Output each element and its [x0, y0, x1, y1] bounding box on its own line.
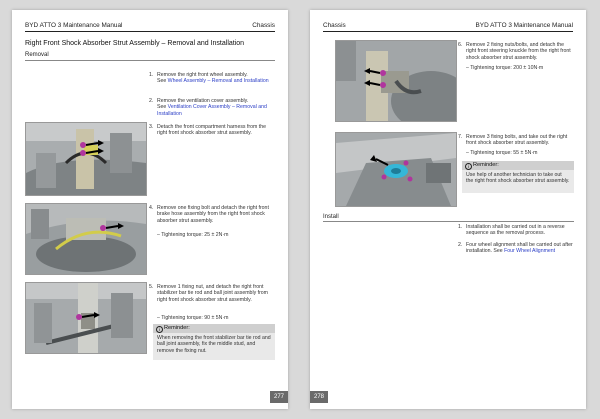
- section-rule: [323, 221, 574, 222]
- section-rule: [25, 60, 275, 61]
- link-ventilation-cover[interactable]: Ventilation Cover Assembly – Removal and Installation: [157, 104, 267, 117]
- link-four-wheel-alignment[interactable]: Four Wheel Alignment: [504, 248, 556, 255]
- step-1: 1. Remove the right front wheel assembly. See Wheel Assembly – Removal and Installation: [149, 72, 269, 85]
- page-278: [310, 10, 586, 409]
- info-icon: i: [465, 163, 472, 170]
- reminder-box-left: [153, 324, 275, 360]
- page-277: [12, 10, 288, 409]
- step-3: 3. Detach the front compartment harness from the right front shock absorber strut assembly.: [149, 124, 266, 137]
- reminder-text: Use help of another technician to take out the right front shock absorber strut assembly.: [466, 172, 570, 185]
- torque-step-5: – Tightening torque: 90 ± 5N·m: [157, 315, 229, 321]
- header-chapter: Chassis: [252, 22, 275, 29]
- reminder-box-right: [462, 161, 574, 193]
- header-manual-title: BYD ATTO 3 Maintenance Manual: [25, 22, 123, 29]
- photo-brake-hose: [25, 203, 147, 275]
- section-removal: Removal: [25, 52, 49, 58]
- torque-step-6: – Tightening torque: 200 ± 10N·m: [466, 65, 544, 71]
- page-number: 277: [270, 391, 288, 403]
- section-install: Install: [323, 214, 339, 220]
- photo-strut-top-mount: [335, 132, 457, 207]
- link-wheel-assembly[interactable]: Wheel Assembly – Removal and Installation: [167, 78, 269, 85]
- install-step-1: 1. Installation shall be carried out in a reverse sequence as the removal process.: [458, 224, 565, 237]
- header-rule: [323, 31, 573, 32]
- info-icon: i: [156, 326, 163, 333]
- step-6: 6. Remove 2 fixing nuts/bolts, and detach the right front steering knuckle from the right front shock absorber strut assembly.: [458, 42, 571, 61]
- reminder-label: Reminder:: [164, 325, 190, 331]
- page-title: Right Front Shock Absorber Strut Assembly – Removal and Installation: [25, 40, 245, 47]
- reminder-text: When removing the front stabilizer bar tie rod and ball joint assembly, fix the middle stud, and remove the fixing nut.: [157, 335, 271, 354]
- header-chapter: Chassis: [323, 22, 346, 29]
- photo-stabilizer-bar-tie-rod: [25, 282, 147, 354]
- step-2: 2. Remove the ventilation cover assembly. See Ventilation Cover Assembly – Removal and Installation: [149, 98, 267, 117]
- header-manual-title: BYD ATTO 3 Maintenance Manual: [475, 22, 573, 29]
- step-4: 4. Remove one fixing bolt and detach the right front brake hose assembly from the right front shock absorber strut assembly.: [149, 205, 269, 224]
- torque-step-7: – Tightening torque: 55 ± 5N·m: [466, 150, 538, 156]
- header-rule: [25, 31, 275, 32]
- photo-front-compartment-harness: [25, 122, 147, 196]
- step-7: 7. Remove 3 fixing bolts, and take out the right front shock absorber strut assembly.: [458, 134, 568, 147]
- torque-step-4: – Tightening torque: 25 ± 2N·m: [157, 232, 229, 238]
- page-number: 278: [310, 391, 328, 403]
- step-5: 5. Remove 1 fixing nut, and detach the right front stabilizer bar tie rod and ball joint assembly from right front shock absorber strut assembly.: [149, 284, 269, 303]
- photo-steering-knuckle: [335, 40, 457, 122]
- reminder-label: Reminder:: [473, 162, 499, 168]
- install-step-2: 2. Four wheel alignment shall be carried out after installation. See Four Wheel Alignment: [458, 242, 573, 255]
